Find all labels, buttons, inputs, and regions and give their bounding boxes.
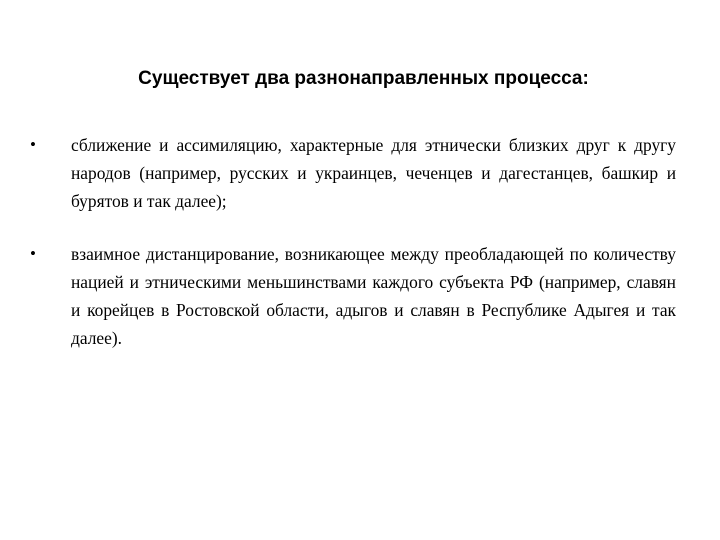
bullet-text: взаимное дистанцирование, возникающее между преобладающей по количеству нацией и этническими меньшинствами каждого субъекта РФ (например, славян и корейцев в Ростовской области, адыгов и славян в Республике Адыгея и так далее). — [71, 244, 676, 348]
bullet-point-icon: • — [30, 244, 36, 263]
bullet-item-distancing — [30, 240, 676, 352]
bullet-text: сближение и ассимиляцию, характерные для этнически близких друг к другу народов (например, русских и украинцев, чеченцев и дагестанцев, башкир и бурятов и так далее); — [71, 135, 676, 211]
slide-title: Существует два разнонаправленных процесса: — [138, 68, 589, 89]
bullet-list — [30, 131, 676, 352]
bullet-item-assimilation — [30, 131, 676, 215]
bullet-point-icon: • — [30, 135, 36, 154]
